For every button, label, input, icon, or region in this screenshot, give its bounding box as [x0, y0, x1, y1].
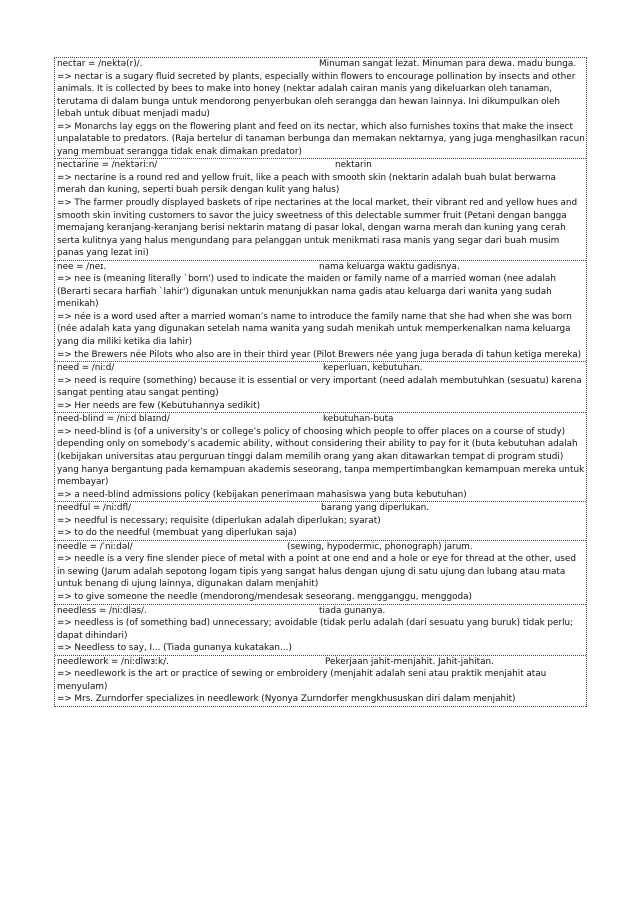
translation: keperluan, kebutuhan.	[323, 363, 423, 374]
translation: tiada gunanya.	[319, 605, 386, 616]
dictionary-entry	[55, 413, 586, 502]
definition-line: => need-blind is (of a university’s or college’s policy of choosing which people to offer places on a course of study) depending only on somebody’s academic ability, without considering their ability to pay for it (buta kebutuhan adalah (kebijakan universitas atau perguruan tinggi dalam memilih orang yang akan ditawarkan tempat di program studi) yang hanya bergantung pada kemampuan akademis seseorang, tanpa mempertimbangkan kemampuan mereka untuk membayar)	[57, 426, 585, 488]
example-line: => Needless to say, I... (Tiada gunanya kukatakan...)	[57, 643, 292, 654]
entry-headline	[57, 541, 585, 554]
definition-line: => need is require (something) because it is essential or very important (need adalah membutuhkan (sesuatu) karena sangat penting atau sangat penting)	[57, 375, 582, 399]
definition-line: => nee is (meaning literally `born') used to indicate the maiden or family name of a married woman (nee adalah (Berarti secara harfiah `lahir') digunakan untuk menunjukkan nama gadis atau keluarga dari wanita yang sudah menikah)	[57, 274, 556, 310]
entry-headline	[57, 605, 585, 618]
headword: need = /niːd/	[57, 363, 115, 374]
example-line: => The farmer proudly displayed baskets of ripe nectarines at the local market, their vibrant red and yellow hues and smooth skin inviting customers to savor the juicy sweetness of this delectable summer fruit (Petani dengan bangga memajang keranjang-keranjang berisi nektarin matang di pasar lokal, dengan warna merah dan kuning yang cerah serta kulitnya yang halus mengundang para pelanggan untuk menikmati rasa manis yang segar dari buah musim panas yang lezat ini)	[57, 198, 578, 259]
headword: needful = /niːdfl/	[57, 503, 132, 514]
example-line: => Mrs. Zurndorfer specializes in needlework (Nyonya Zurndorfer mengkhususkan diri dalam menjahit)	[57, 694, 516, 705]
translation: Minuman sangat lezat. Minuman para dewa. madu bunga.	[319, 59, 577, 69]
example-line: => to give someone the needle (mendorong/mendesak seseorang. mengganggu, menggoda)	[57, 591, 472, 602]
entry-headline	[57, 261, 585, 274]
headword: needless = /niːdləs/.	[57, 605, 147, 616]
entry-headline	[57, 362, 585, 375]
dictionary-entry	[55, 502, 586, 541]
entry-headline	[57, 413, 585, 426]
definition-line: => nectarine is a round red and yellow fruit, like a peach with smooth skin (nektarin adalah buah bulat berwarna merah dan kuning, seperti buah persik dengan kulit yang halus)	[57, 172, 556, 196]
dictionary-entry	[55, 261, 586, 362]
dictionary-entry	[55, 159, 586, 260]
translation: nama keluarga waktu gadisnya.	[319, 261, 460, 272]
definition-line: => nectar is a sugary fluid secreted by plants, especially within flowers to encourage pollination by insects and other animals. It is collected by bees to make into honey (nektar adalah cairan manis yang dikeluarkan oleh tanaman, terutama di dalam bunga untuk mendorong penyerbukan oleh serangga dan hewan lainnya. Ini dikumpulkan oleh lebah untuk dibuat menjadi madu)	[57, 71, 576, 120]
translation: Pekerjaan jahit-menjahit. Jahit-jahitan.	[325, 656, 494, 667]
example-line: => Monarchs lay eggs on the flowering plant and feed on its nectar, which also furnishes toxins that make the insect unpalatable to predators. (Raja bertelur di tanaman berbunga dan memakan nektarnya, yang juga menghasilkan racun yang membuat serangga tidak enak dimakan predator)	[57, 121, 585, 157]
example-line: => a need-blind admissions policy (kebijakan penerimaan mahasiswa yang buta kebutuhan)	[57, 489, 467, 500]
definition-line: => needlework is the art or practice of sewing or embroidery (menjahit adalah seni atau praktik menjahit atau menyulam)	[57, 669, 547, 692]
dictionary-entry	[55, 656, 586, 707]
dictionary-entry	[55, 605, 586, 656]
example-line: => Her needs are few (Kebutuhannya sedikit)	[57, 400, 261, 411]
dictionary-entry	[55, 541, 586, 605]
definition-line: => needless is (of something bad) unnecessary; avoidable (tidak perlu adalah (dari sesuatu yang buruk) tidak perlu; dapat dihindari)	[57, 618, 574, 641]
dictionary-page	[54, 57, 587, 707]
example-line: => the Brewers née Pilots who also are in their third year (Pilot Brewers née yang juga berada di tahun ketiga mereka)	[57, 349, 582, 360]
headword: need-blind = /niːd blaɪnd/	[57, 414, 170, 425]
example-line: => to do the needful (membuat yang diperlukan saja)	[57, 528, 297, 539]
definition-line: => needful is necessary; requisite (diperlukan adalah diperlukan; syarat)	[57, 515, 381, 526]
entry-headline	[57, 159, 585, 172]
translation: nektarin	[335, 160, 372, 171]
translation: barang yang diperlukan.	[321, 503, 430, 514]
definition-line: => needle is a very fine slender piece of metal with a point at one end and a hole or eye for thread at the other, used in sewing (Jarum adalah sepotong logam tipis yang sangat halus dengan ujung di satu ujung dan lubang atau mata untuk benang di ujung lainnya, digunakan dalam menjahit)	[57, 554, 576, 590]
example-line: => née is a word used after a married woman’s name to introduce the family name that she had when she was born (née adalah kata yang digunakan setelah nama wanita yang sudah menikah untuk memperkenalkan nama keluarga yang dia miliki ketika dia lahir)	[57, 311, 572, 348]
translation: (sewing, hypodermic, phonograph) jarum.	[287, 541, 473, 552]
entry-headline	[57, 656, 585, 669]
dictionary-entry	[55, 362, 586, 413]
headword: needle = /ˈniːdəl/	[57, 541, 133, 552]
headword: nectar = /nektə(r)/.	[57, 59, 143, 69]
dictionary-entry	[55, 58, 586, 159]
translation: kebutuhan-buta	[323, 414, 394, 425]
entry-headline	[57, 502, 585, 515]
headword: needlework = /niːdlwɜːk/.	[57, 656, 169, 667]
entry-headline	[57, 58, 585, 71]
headword: nectarine = /nektəriːn/	[57, 160, 158, 171]
headword: nee = /neɪ.	[57, 261, 107, 272]
